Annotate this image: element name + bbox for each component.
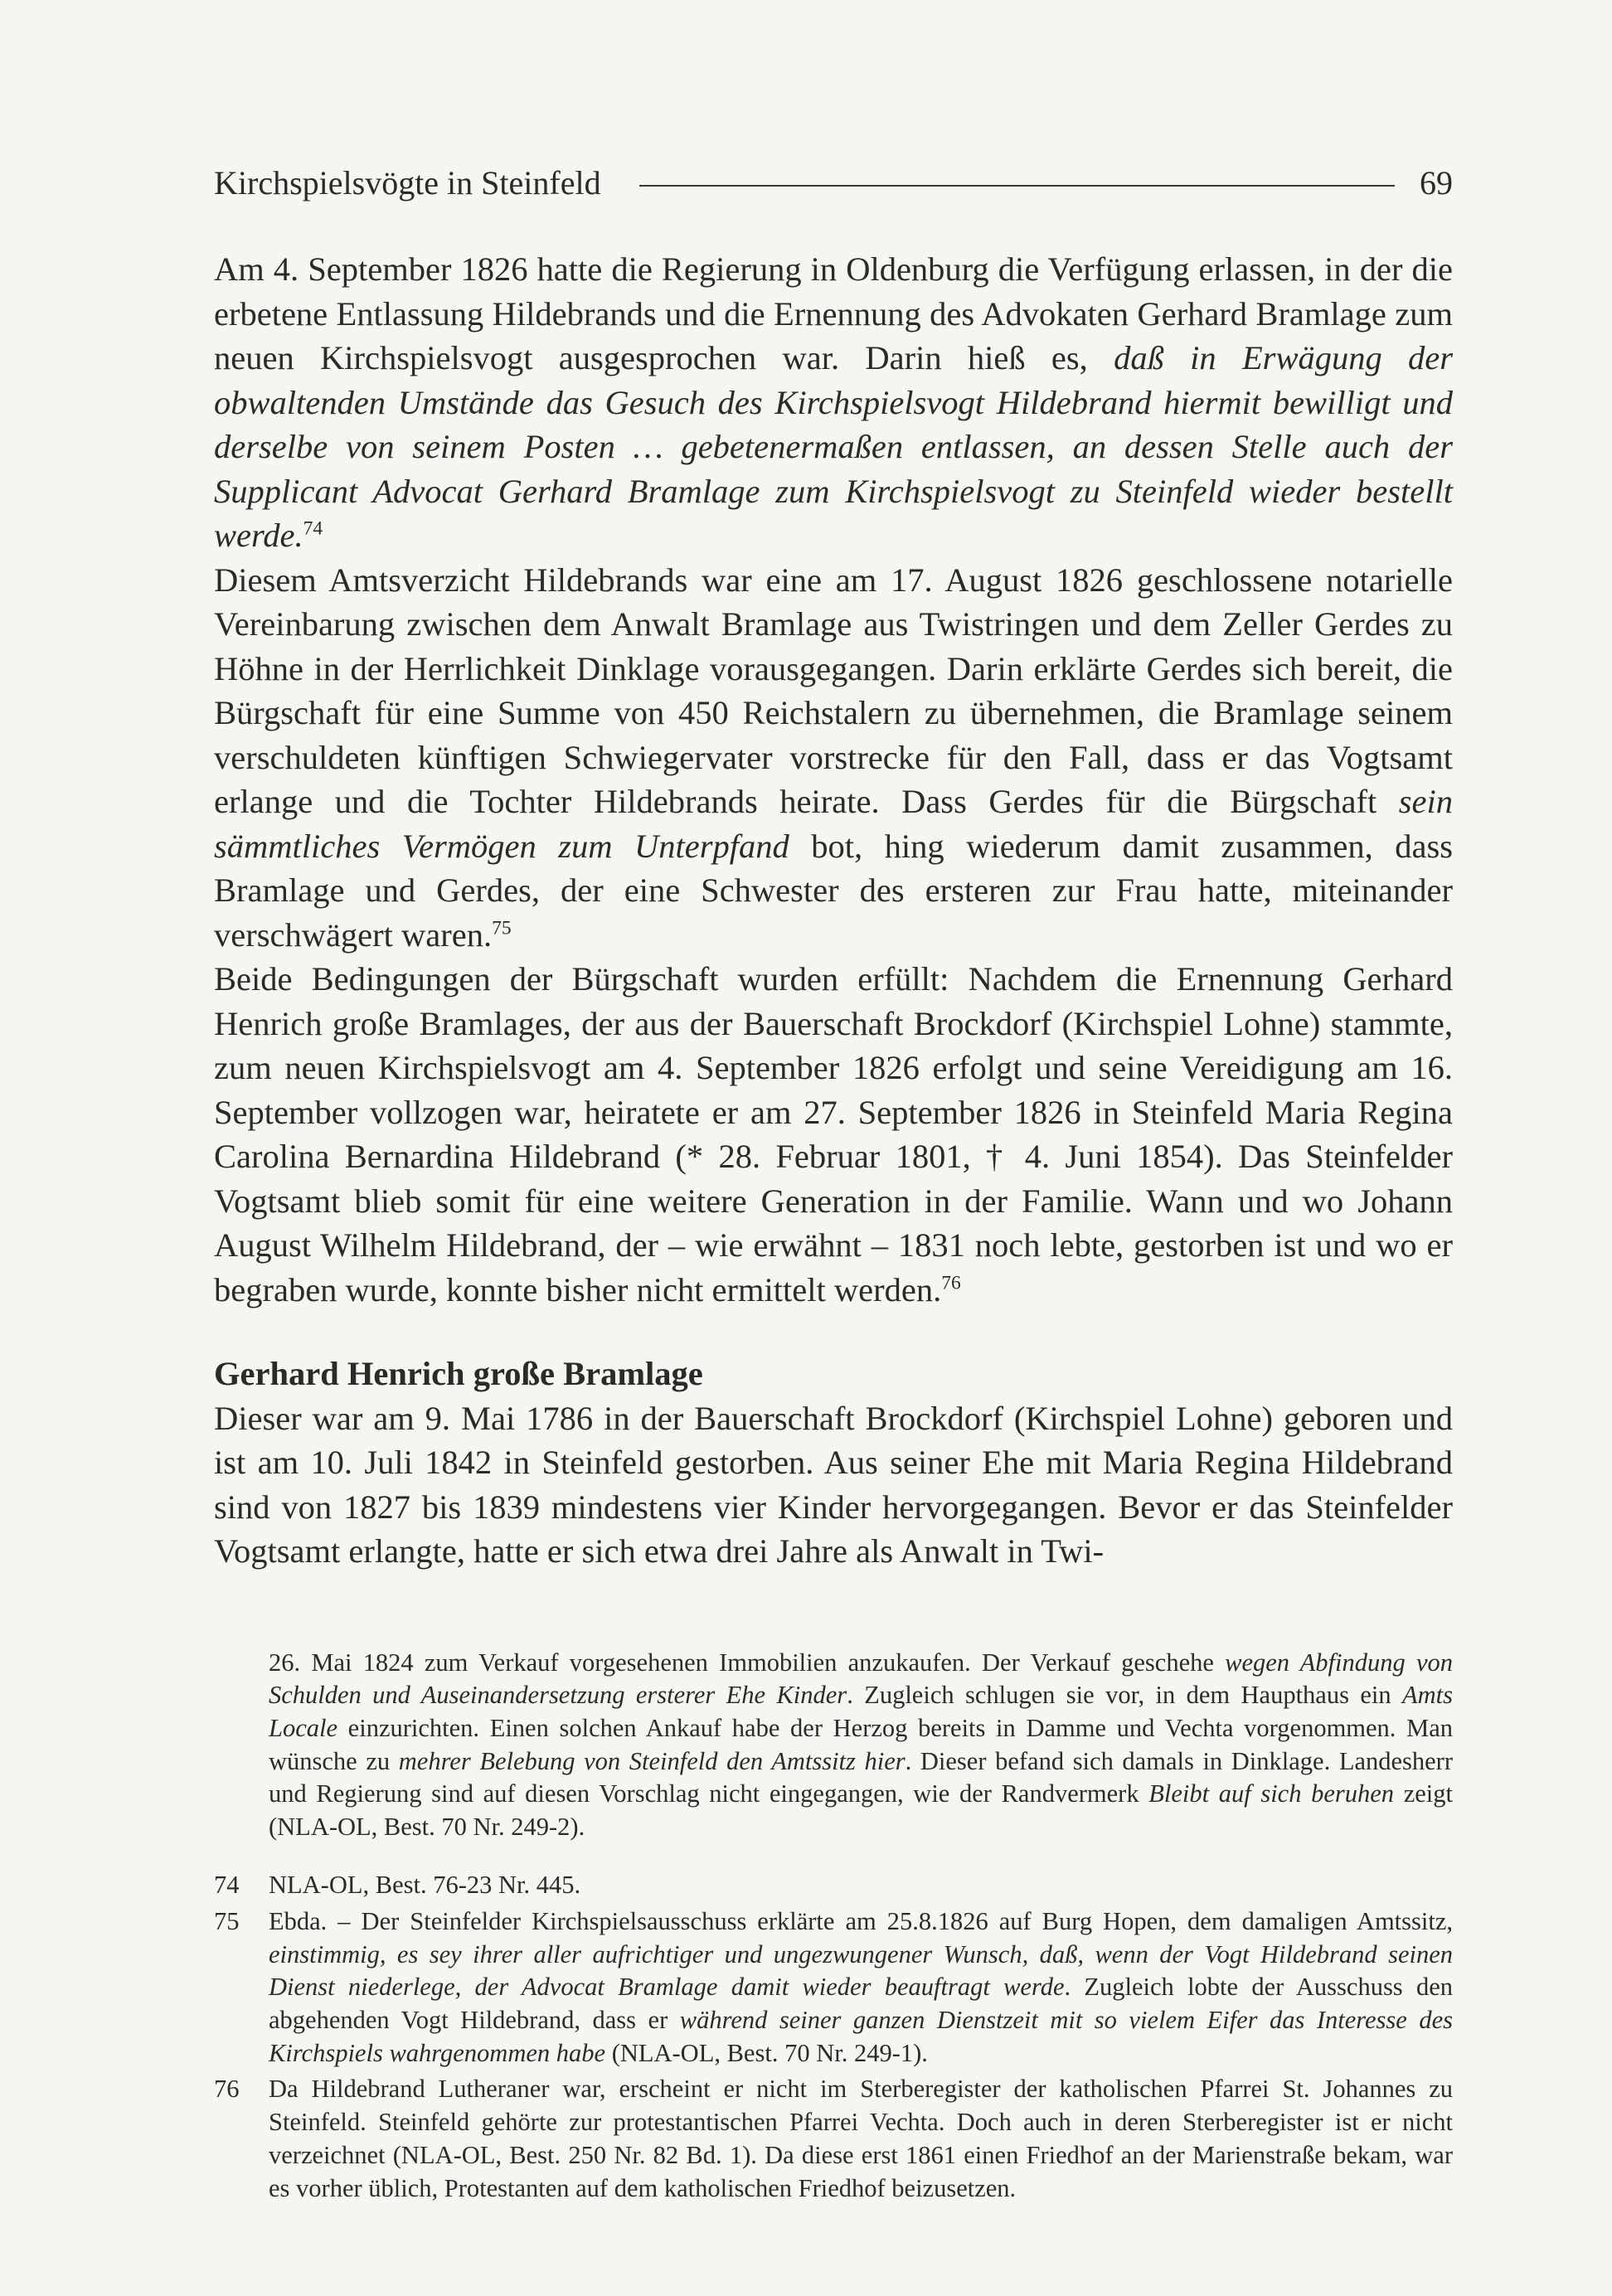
header-rule bbox=[639, 185, 1395, 187]
footnote-ref-75[interactable]: 75 bbox=[492, 917, 512, 939]
quotation: daß in Erwägung der obwaltenden Umstände das Gesuch des Kirchspielsvogt Hildebrand hiermit bewilligt und derselbe von seinem Posten … gebetenermaßen entlassen, an dessen Stelle auch der Supplicant Advocat Gerhard Bramlage zum Kirchspielsvogt zu Steinfeld wieder bestellt werde. bbox=[214, 339, 1453, 554]
footnote-ref-74[interactable]: 74 bbox=[303, 517, 323, 540]
quotation: sein sämmtliches Vermögen zum Unterpfand bbox=[214, 783, 1453, 865]
footnote-text: NLA-OL, Best. 76-23 Nr. 445. bbox=[269, 1871, 581, 1900]
paragraph-1: Am 4. September 1826 hatte die Regierung in Oldenburg die Verfügung erlassen, in der die erbetene Entlassung Hildebrands und die Ernennung des Advokaten Gerhard Bramlage zum neuen Kirchspielsvogt ausgesprochen war. Darin hieß es, daß in Erwägung der obwaltenden Umstände das Gesuch des Kirchspielsvogt Hildebrand hiermit bewilligt und derselbe von seinem Posten … gebetenermaßen entlassen, an dessen Stelle auch der Supplicant Advocat Gerhard Bramlage zum Kirchspielsvogt zu Steinfeld wieder bestellt werde.$^{74}$ bbox=[214, 250, 1453, 554]
section-heading: Gerhard Henrich große Bramlage bbox=[214, 1355, 703, 1392]
footnotes bbox=[214, 1621, 1453, 2205]
footnote-text: Ebda. – Der Steinfelder Kirchspielsausschuss erklärte am 25.8.1826 auf Burg Hopen, dem damaligen Amtssitz, einstimmig, es sey ihrer aller aufrichtiger und ungezwungener Wunsch, daß, wenn der Vogt Hildebrand seinen Dienst niederlege, der Advocat Bramlage damit wieder beauftragt werde. Zugleich lobte der Ausschuss den abgehenden Vogt Hildebrand, dass er während seiner ganzen Dienstzeit mit so vielem Eifer das Interesse des Kirchspiels wahrgenommen habe (NLA-OL, Best. 70 Nr. 249-1). bbox=[269, 1906, 1453, 2067]
footnote-text: Da Hildebrand Lutheraner war, erscheint er nicht im Sterberegister der katholischen Pfarrei St. Johannes zu Steinfeld. Steinfeld gehörte zur protestantischen Pfarrei Vechta. Doch auch in deren Sterberegister ist er nicht verzeichnet (NLA-OL, Best. 250 Nr. 82 Bd. 1). Da diese erst 1861 einen Friedhof an der Marienstraße bekam, war es vorher üblich, Protestanten auf dem katholischen Friedhof beizusetzen. bbox=[269, 2075, 1453, 2202]
footnote-continuation: 26. Mai 1824 zum Verkauf vorgesehenen Immobilien anzukaufen. Der Verkauf geschehe wegen Abfindung von Schulden und Auseinandersetzung ersterer Ehe Kinder. Zugleich schlugen sie vor, in dem Haupthaus ein Amts Locale einzurichten. Einen solchen Ankauf habe der Herzog bereits in Damme und Vechta vorgenommen. Man wünsche zu mehrer Belebung von Steinfeld den Amtssitz hier. Dieser befand sich damals in Dinklage. Landesherr und Regierung sind auf diesen Vorschlag nicht eingegangen, wie der Randvermerk Bleibt auf sich beruhen zeigt (NLA-OL, Best. 70 Nr. 249-2). bbox=[269, 1648, 1454, 1842]
footnote-ref-76[interactable]: 76 bbox=[941, 1272, 961, 1294]
page-number: 69 bbox=[1420, 163, 1453, 201]
section-bramlage bbox=[214, 1352, 1453, 1574]
running-header bbox=[214, 159, 1453, 206]
paragraph-2: Diesem Amtsverzicht Hildebrands war eine am 17. August 1826 geschlossene notarielle Vereinbarung zwischen dem Anwalt Bramlage aus Twistringen und dem Zeller Gerdes zu Höhne in der Herrlichkeit Dinklage vorausgegangen. Darin erklärte Gerdes sich bereit, die Bürgschaft für eine Summe von 450 Reichstalern zu übernehmen, die Bramlage seinem verschuldeten künftigen Schwiegervater vorstrecke für den Fall, dass er das Vogtsamt erlange und die Tochter Hildebrands heirate. Dass Gerdes für die Bürgschaft sein sämmtliches Vermögen zum Unterpfand bot, hing wiederum damit zusammen, dass Bramlage und Gerdes, der eine Schwester des ersteren zur Frau hatte, miteinander verschwägert waren.$^{75}$ bbox=[214, 561, 1453, 954]
body-text bbox=[214, 247, 1453, 1312]
footnote-number: 74 bbox=[214, 1871, 240, 1900]
paragraph-3: Beide Bedingungen der Bürgschaft wurden erfüllt: Nachdem die Ernennung Gerhard Henrich große Bramlages, der aus der Bauerschaft Brockdorf (Kirchspiel Lohne) stammte, zum neuen Kirchspielsvogt am 4. September 1826 erfolgt und seine Vereidigung am 16. September vollzogen war, heiratete er am 27. September 1826 in Steinfeld Maria Regina Carolina Bernardina Hildebrand (* 28. Februar 1801, † 4. Juni 1854). Das Steinfelder Vogtsamt blieb somit für eine weitere Generation in der Familie. Wann und wo Johann August Wilhelm Hildebrand, der – wie erwähnt – 1831 noch lebte, gestorben ist und wo er begraben wurde, konnte bisher nicht ermittelt werden.$^{76}$ bbox=[214, 960, 1453, 1308]
footnote-75 bbox=[214, 1905, 1453, 2070]
section-paragraph: Dieser war am 9. Mai 1786 in der Bauerschaft Brockdorf (Kirchspiel Lohne) geboren und ist am 10. Juli 1842 in Steinfeld gestorben. Aus seiner Ehe mit Maria Regina Hildebrand sind von 1827 bis 1839 mindestens vier Kinder hervorgegangen. Bevor er das Steinfelder Vogtsamt erlangte, hatte er sich etwa drei Jahre als Anwalt in Twi- bbox=[214, 1399, 1453, 1570]
running-title: Kirchspielsvögte in Steinfeld bbox=[214, 163, 601, 201]
footnote-number: 76 bbox=[214, 2075, 240, 2104]
footnote-74 bbox=[214, 1869, 1453, 1902]
footnote-76 bbox=[214, 2073, 1453, 2205]
footnote-number: 75 bbox=[214, 1906, 240, 1935]
